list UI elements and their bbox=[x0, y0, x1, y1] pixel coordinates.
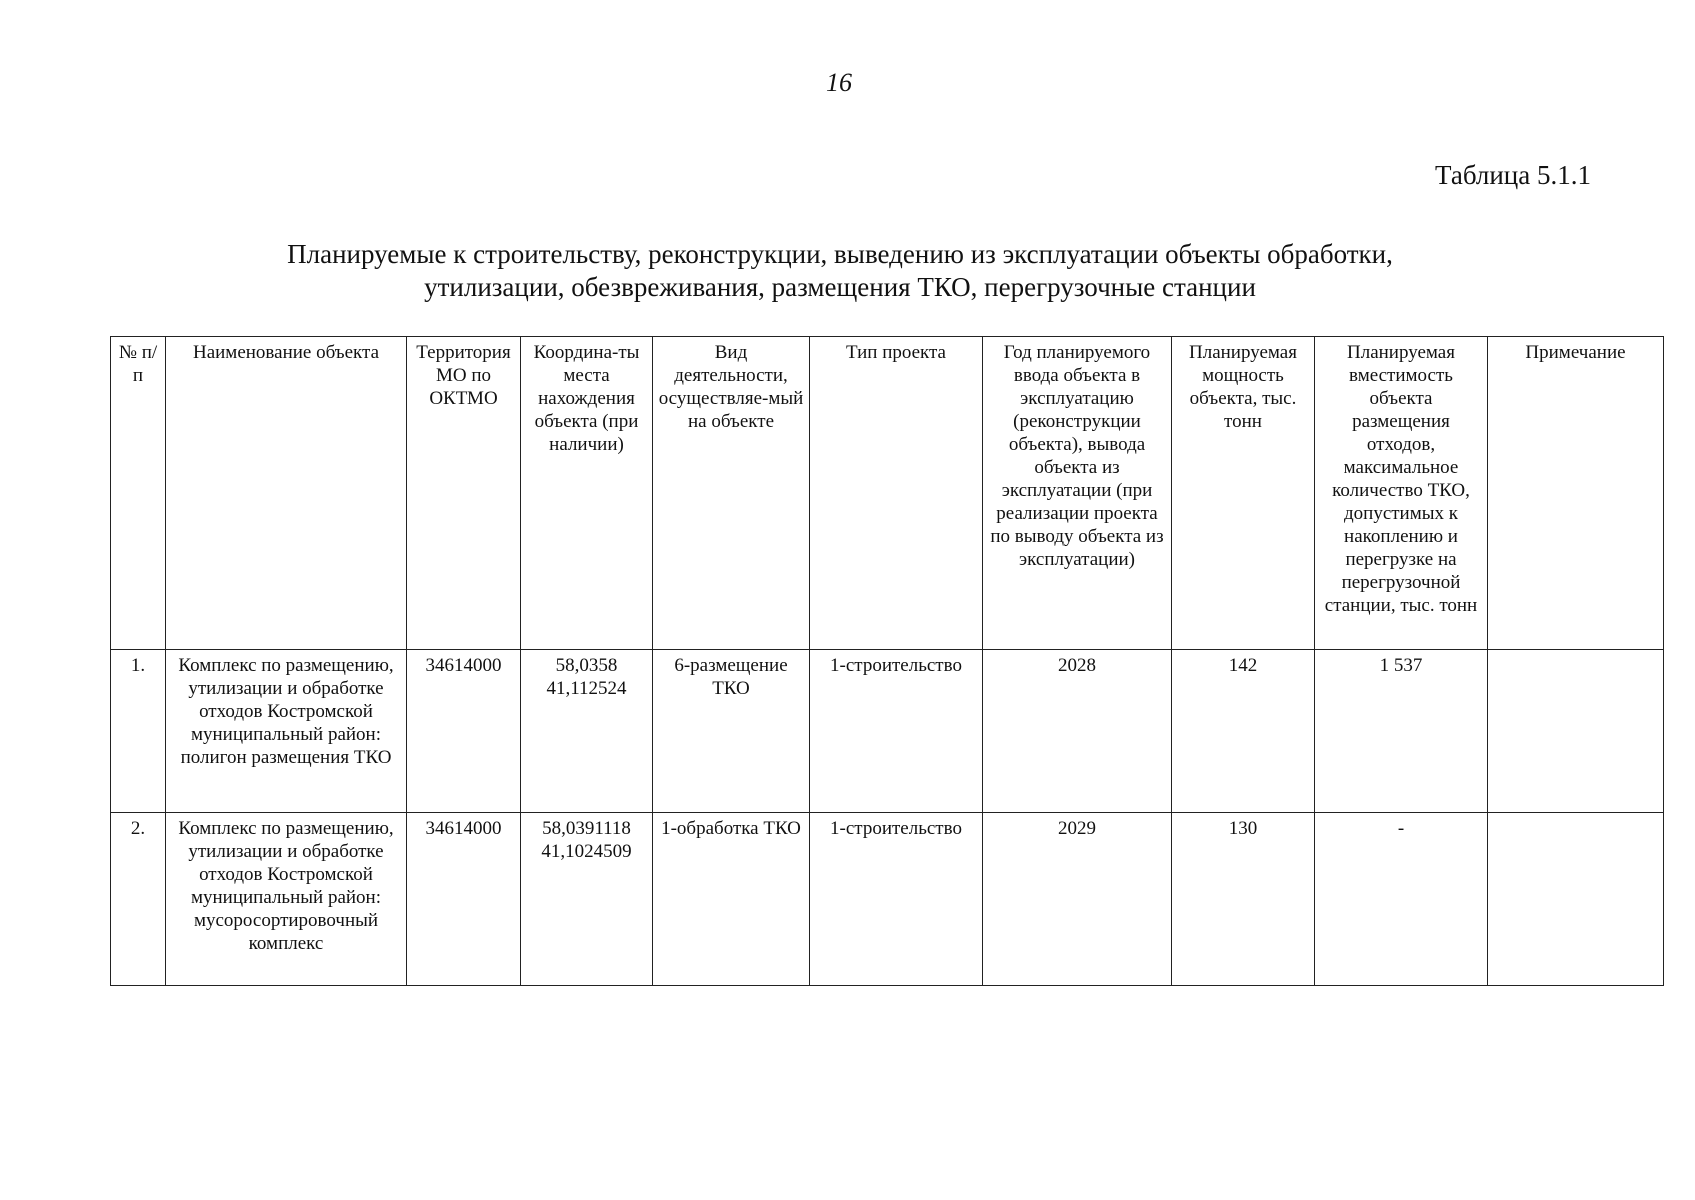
cell-volume: - bbox=[1315, 813, 1488, 986]
cell-num: 1. bbox=[111, 650, 166, 813]
coords-lon: 41,112524 bbox=[546, 678, 627, 699]
cell-activity: 1-обработка ТКО bbox=[653, 813, 810, 986]
cell-year: 2029 bbox=[983, 813, 1172, 986]
cell-capacity: 142 bbox=[1172, 650, 1315, 813]
objects-table bbox=[110, 336, 1664, 986]
cell-note bbox=[1488, 650, 1664, 813]
coords-lon: 41,1024509 bbox=[541, 841, 632, 862]
header-project-type: Тип проекта bbox=[810, 337, 983, 650]
table-title bbox=[110, 238, 1570, 304]
coords-lat: 58,0358 bbox=[555, 655, 618, 676]
cell-name: Комплекс по размещению, утилизации и обработке отходов Костромской муниципальный район: полигон размещения ТКО bbox=[166, 650, 407, 813]
header-row bbox=[111, 337, 1664, 650]
cell-note bbox=[1488, 813, 1664, 986]
cell-activity: 6-размещение ТКО bbox=[653, 650, 810, 813]
header-num: № п/п bbox=[111, 337, 166, 650]
cell-territory: 34614000 bbox=[407, 650, 521, 813]
cell-name: Комплекс по размещению, утилизации и обработке отходов Костромской муниципальный район: мусоросортировочный комплекс bbox=[166, 813, 407, 986]
header-activity: Вид деятельности, осуществляе-мый на объекте bbox=[653, 337, 810, 650]
cell-volume: 1 537 bbox=[1315, 650, 1488, 813]
cell-num: 2. bbox=[111, 813, 166, 986]
coords-lat: 58,0391118 bbox=[542, 818, 631, 839]
header-year: Год планируемого ввода объекта в эксплуатацию (реконструкции объекта), вывода объекта из эксплуатации (при реализации проекта по выводу объекта из эксплуатации) bbox=[983, 337, 1172, 650]
cell-capacity: 130 bbox=[1172, 813, 1315, 986]
page-number: 16 bbox=[826, 68, 852, 97]
title-line-2: утилизации, обезвреживания, размещения ТКО, перегрузочные станции bbox=[424, 272, 1256, 302]
header-capacity: Планируемая мощность объекта, тыс. тонн bbox=[1172, 337, 1315, 650]
header-volume: Планируемая вместимость объекта размещения отходов, максимальное количество ТКО, допустимых к накоплению и перегрузке на перегрузочной станции, тыс. тонн bbox=[1315, 337, 1488, 650]
cell-territory: 34614000 bbox=[407, 813, 521, 986]
cell-coords bbox=[521, 650, 653, 813]
cell-project-type: 1-строительство bbox=[810, 650, 983, 813]
cell-coords bbox=[521, 813, 653, 986]
header-territory: Территория МО по ОКТМО bbox=[407, 337, 521, 650]
header-name: Наименование объекта bbox=[166, 337, 407, 650]
table-label: Таблица 5.1.1 bbox=[1435, 160, 1591, 190]
table-row bbox=[111, 813, 1664, 986]
table-row bbox=[111, 650, 1664, 813]
cell-project-type: 1-строительство bbox=[810, 813, 983, 986]
header-note: Примечание bbox=[1488, 337, 1664, 650]
cell-year: 2028 bbox=[983, 650, 1172, 813]
title-line-1: Планируемые к строительству, реконструкции, выведению из эксплуатации объекты обработки, bbox=[287, 239, 1393, 269]
header-coords: Координа-ты места нахождения объекта (при наличии) bbox=[521, 337, 653, 650]
